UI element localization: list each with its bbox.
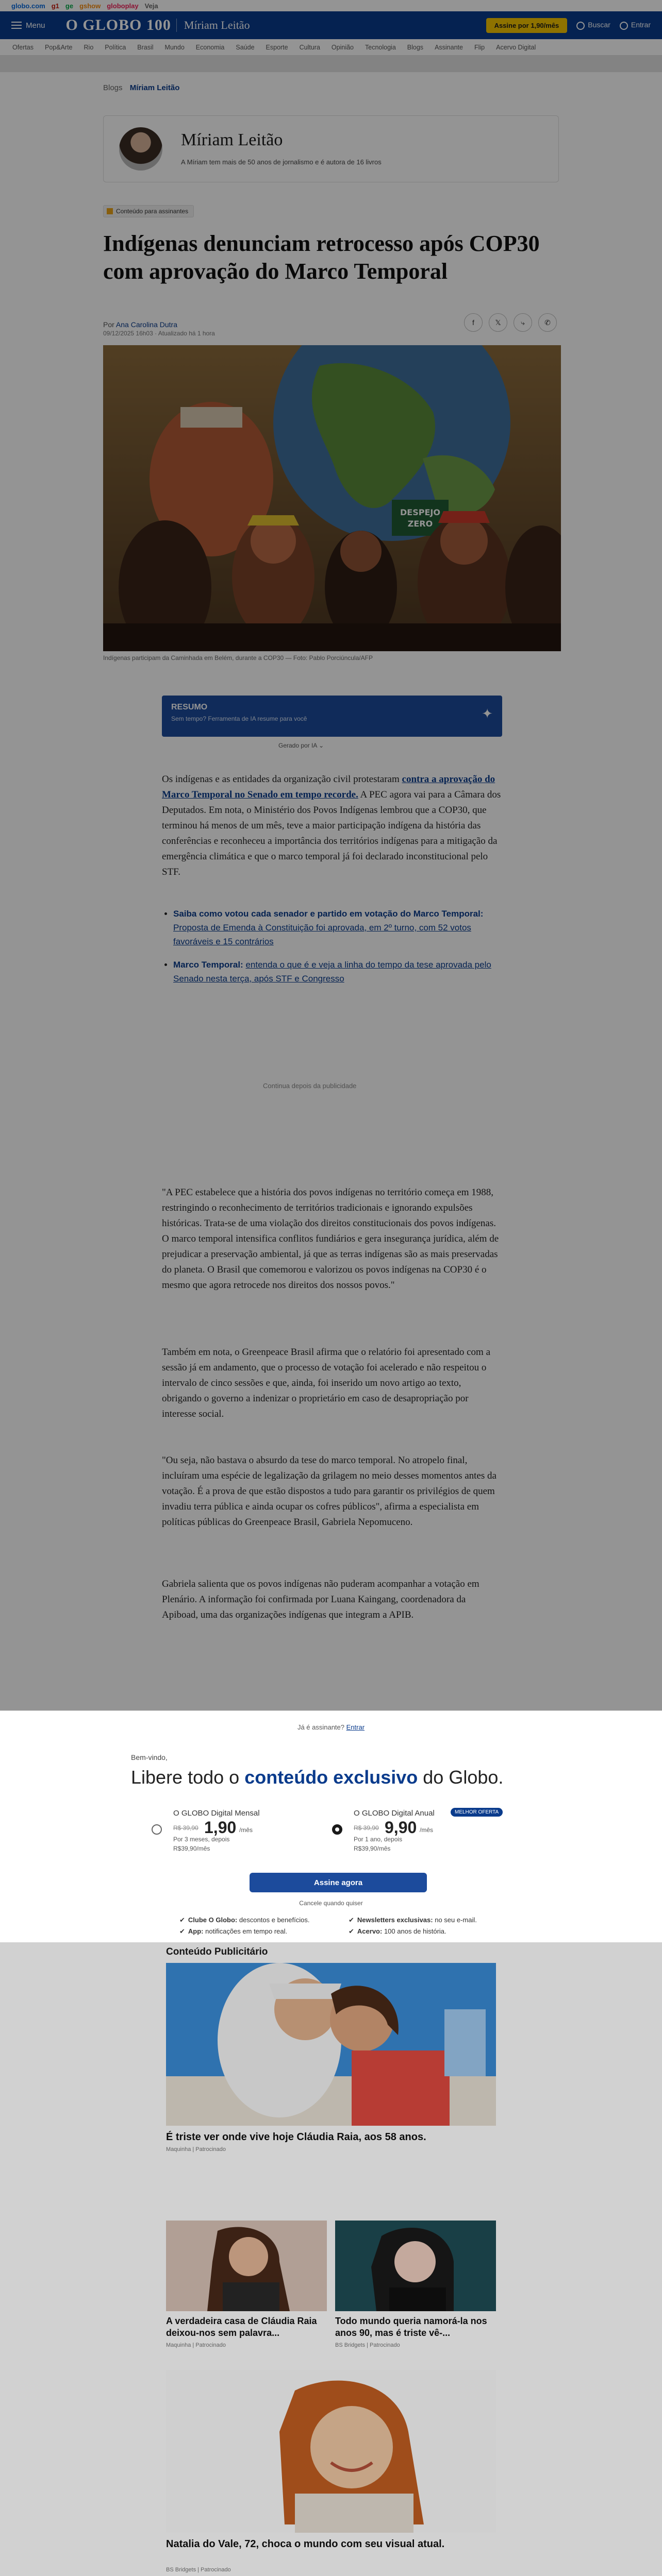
svg-text:DESPEJO: DESPEJO xyxy=(400,507,440,517)
nav-item[interactable]: Esporte xyxy=(266,43,288,51)
author-description: A Míriam tem mais de 50 anos de jornalismo e é autora de 16 livros xyxy=(181,158,382,166)
bullet-2-lead[interactable]: Marco Temporal: xyxy=(173,960,243,970)
article-photo[interactable] xyxy=(103,345,561,651)
nav-item[interactable]: Cultura xyxy=(299,43,320,51)
benefit-name: Newsletters exclusivas: xyxy=(357,1916,433,1924)
ad-continue-label: Continua depois da publicidade xyxy=(263,1082,357,1090)
portal-link-gshow[interactable]: gshow xyxy=(79,2,101,10)
nav-item[interactable]: Economia xyxy=(195,43,225,51)
plan-monthly[interactable] xyxy=(152,1809,342,1860)
site-logo[interactable]: O GLOBO 100 xyxy=(65,16,171,33)
paywall-headline-start: Libere todo o xyxy=(131,1767,240,1788)
menu-label: Menu xyxy=(26,21,45,30)
nav-item[interactable]: Blogs xyxy=(407,43,424,51)
subscriber-badge xyxy=(103,205,194,217)
ad-source[interactable]: BS Bridgets | Patrocinado xyxy=(166,2567,231,2573)
paragraph-3: Também em nota, o Greenpeace Brasil afirma que o relatório foi apresentado com a sessão já em andamento, que o processo de votação foi acelerado e não respeitou o intervalo de cinco sessões e que, ainda, foi inserido um novo artigo ao texto, obrigando o governo a indenizar o proprietário em caso de desapropriação por interesse social. xyxy=(162,1347,491,1419)
ad-image[interactable] xyxy=(335,2221,496,2311)
breadcrumb xyxy=(103,83,179,92)
facebook-share-icon[interactable]: f xyxy=(464,313,483,332)
nav-item[interactable]: Opinião xyxy=(331,43,354,51)
nav-item[interactable]: Acervo Digital xyxy=(496,43,536,51)
nav-item[interactable]: Brasil xyxy=(137,43,154,51)
ad-source[interactable]: BS Bridgets | Patrocinado xyxy=(335,2342,400,2348)
site-header xyxy=(0,11,662,39)
paragraph-1-end: A PEC agora vai para a Câmara dos Deputados. Em nota, o Ministério dos Povos Indígenas lembrou que a COP30, que terminou há menos de um mês, teve a maior participação indígena da história das conferências e reconheceu a importância dos territórios indígenas para a mitigação da emergência climática e que o marco temporal já foi declarado inconstitucional pelo STF. xyxy=(162,789,501,877)
nav-item[interactable]: Rio xyxy=(84,43,94,51)
ad-image[interactable] xyxy=(166,1963,496,2126)
nav-item[interactable]: Flip xyxy=(474,43,485,51)
login-button[interactable] xyxy=(620,21,651,29)
paywall-login-link[interactable]: Entrar xyxy=(346,1723,365,1731)
benefit-item xyxy=(179,1916,309,1924)
bullet-item xyxy=(173,958,502,986)
cancel-anytime-note: Cancele quando quiser xyxy=(299,1900,363,1907)
subscribe-now-button[interactable]: Assine agora xyxy=(250,1873,427,1892)
summary-subtitle: Sem tempo? Ferramenta de IA resume para você xyxy=(171,715,307,722)
subscribe-button[interactable]: Assine por 1,90/mês xyxy=(486,18,568,33)
ad-photo-woman-2 xyxy=(335,2221,496,2311)
byline-author[interactable]: Ana Carolina Dutra xyxy=(115,320,177,329)
paywall-headline-end: do Globo. xyxy=(423,1767,504,1788)
bullet-1-link[interactable]: Proposta de Emenda à Constituição foi aprovada, em 2º turno, com 52 votos favoráveis e 15 contrários xyxy=(173,923,471,946)
paragraph-1-link[interactable]: contra a aprovação do Marco Temporal no Senado em tempo recorde. xyxy=(162,774,495,800)
portal-bar xyxy=(0,0,662,11)
paywall-headline xyxy=(131,1767,503,1788)
plan-monthly-radio[interactable] xyxy=(152,1824,162,1835)
photo-illustration xyxy=(103,345,561,651)
ai-sparkle-icon: ✦ xyxy=(482,706,493,721)
author-box[interactable] xyxy=(103,115,559,182)
byline xyxy=(103,320,177,329)
article-container xyxy=(0,72,662,1710)
paywall-panel xyxy=(0,1710,662,1942)
ad-photo-natalia xyxy=(166,2370,496,2533)
ad-source[interactable]: Maquinha | Patrocinado xyxy=(166,2342,226,2348)
benefit-name: App: xyxy=(188,1927,204,1935)
paywall-greeting: Bem-vindo, xyxy=(131,1753,168,1761)
paragraph-5: Gabriela salienta que os povos indígenas não puderam acompanhar a votação em Plenário. A informação foi confirmada por Luana Kaingang, coordenadora da Apiboad, uma das organizações indígenas que integram a APIB. xyxy=(162,1579,479,1620)
best-offer-badge: MELHOR OFERTA xyxy=(451,1808,503,1817)
subscriber-badge-label: Conteúdo para assinantes xyxy=(116,208,189,215)
ad-image[interactable] xyxy=(166,2370,496,2533)
bullet-2-link[interactable]: entenda o que é e veja a linha do tempo da tese aprovada pelo Senado nesta terça, após STF e Congresso xyxy=(173,960,491,984)
ad-source[interactable]: Maquinha | Patrocinado xyxy=(166,2146,226,2153)
paragraph-1-start: Os indígenas e as entidades da organização civil protestaram xyxy=(162,774,400,785)
plan-name: O GLOBO Digital Anual xyxy=(354,1809,435,1818)
sponsored-section xyxy=(0,1942,662,2576)
plan-desc: Por 1 ano, depois xyxy=(354,1836,403,1843)
summary-expand-link[interactable] xyxy=(278,742,324,749)
portal-link-globo[interactable]: globo.com xyxy=(11,2,45,10)
bullet-item xyxy=(173,907,502,948)
search-icon xyxy=(576,22,585,30)
ad-image[interactable] xyxy=(166,2221,327,2311)
benefit-item xyxy=(179,1927,287,1936)
plan-name: O GLOBO Digital Mensal xyxy=(173,1809,260,1818)
bullet-1-lead[interactable]: Saiba como votou cada senador e partido em votação do Marco Temporal: xyxy=(173,909,484,919)
search-button[interactable] xyxy=(576,21,610,29)
plan-price: 9,90 xyxy=(385,1818,417,1837)
article-title: Indígenas denunciam retrocesso após COP30 com aprovação do Marco Temporal xyxy=(103,231,540,284)
plan-after-price: R$39,90/mês xyxy=(354,1845,391,1852)
nav-item[interactable]: Ofertas xyxy=(12,43,34,51)
ad-headline[interactable]: Todo mundo queria namorá-la nos anos 90, mas é triste vê-... xyxy=(335,2316,487,2338)
summary-title: RESUMO xyxy=(171,703,208,711)
summary-expand-label: Gerado por IA xyxy=(278,742,317,749)
publish-date: 09/12/2025 16h03 · Atualizado há 1 hora xyxy=(103,330,215,337)
plan-period: /mês xyxy=(420,1826,434,1834)
breadcrumb-root[interactable]: Blogs xyxy=(103,83,123,92)
plan-period: /mês xyxy=(239,1826,253,1834)
photo-caption: Indígenas participam da Caminhada em Belém, durante a COP30 — Foto: Pablo Porciúncula/AFP xyxy=(103,654,373,662)
author-avatar xyxy=(119,127,162,171)
paywall-login-text: Já é assinante? xyxy=(297,1723,345,1731)
ai-summary-box[interactable] xyxy=(162,696,502,737)
whatsapp-share-icon[interactable]: ✆ xyxy=(538,313,557,332)
byline-prefix: Por xyxy=(103,320,114,329)
ad-headline[interactable]: É triste ver onde vive hoje Cláudia Raia, aos 58 anos. xyxy=(166,2131,426,2143)
plan-annual-radio[interactable] xyxy=(332,1824,342,1835)
benefit-desc: no seu e-mail. xyxy=(435,1916,477,1924)
ad-headline[interactable]: Natalia do Vale, 72, choca o mundo com seu visual atual. xyxy=(166,2538,445,2550)
benefit-name: Clube O Globo: xyxy=(188,1916,238,1924)
ad-photo-couple xyxy=(166,1963,496,2126)
column-name[interactable]: Míriam Leitão xyxy=(176,19,250,32)
paragraph-4: "Ou seja, não bastava o absurdo da tese do marco temporal. No atropelo final, incluíram uma espécie de legalização da grilagem no meio desses momentos antes da votação. É a prova de que estão dispostos a tudo para garantir os privilégios de quem invadiu terra pública e ainda ocupar os cofres públicos", afirma a especialista em políticas públicas do Greenpeace Brasil, Gabriela Nepomuceno. xyxy=(162,1455,496,1528)
portal-link-veja[interactable]: Veja xyxy=(144,2,158,10)
plan-annual[interactable] xyxy=(332,1809,523,1860)
paywall-headline-bold: conteúdo exclusivo xyxy=(244,1767,418,1788)
menu-button[interactable] xyxy=(11,21,45,30)
plan-old-price: R$ 39,90 xyxy=(173,1824,198,1832)
author-name: Míriam Leitão xyxy=(181,130,283,149)
portal-link-ge[interactable]: ge xyxy=(65,2,74,10)
benefit-name: Acervo: xyxy=(357,1927,383,1935)
nav-item[interactable]: Mundo xyxy=(164,43,185,51)
breadcrumb-current[interactable]: Míriam Leitão xyxy=(129,83,180,92)
ad-photo-woman-1 xyxy=(166,2221,327,2311)
svg-text:ZERO: ZERO xyxy=(407,519,433,529)
chevron-down-icon: ⌄ xyxy=(319,742,324,749)
nav-item[interactable]: Pop&Arte xyxy=(45,43,73,51)
section-nav xyxy=(0,39,662,56)
x-share-icon[interactable]: 𝕏 xyxy=(489,313,507,332)
benefit-desc: descontos e benefícios. xyxy=(239,1916,310,1924)
nav-item[interactable]: Tecnologia xyxy=(365,43,396,51)
search-label: Buscar xyxy=(588,21,610,29)
benefit-item xyxy=(349,1916,477,1924)
lock-icon xyxy=(107,208,113,214)
paragraph-1 xyxy=(162,772,502,880)
nav-item[interactable]: Assinante xyxy=(435,43,463,51)
plan-old-price: R$ 39,90 xyxy=(354,1824,379,1832)
sponsored-title: Conteúdo Publicitário xyxy=(166,1946,268,1957)
paragraph-2: "A PEC estabelece que a história dos povos indígenas no território começa em 1988, restringindo o reconhecimento de territórios tradicionais e ignorando expulsões históricas. Trata-se de uma violação dos direitos constitucionais dos povos indígenas. O marco temporal intensifica conflitos fundiários e gera insegurança jurídica, além de prejudicar a preservação ambiental, já que as terras indígenas são as mais preservadas do planeta. O Brasil que comemorou e valorizou os povos indígenas na COP30 é o mesmo que agora retrocede nos direitos dos nossos povos." xyxy=(162,1187,499,1291)
paywall-login-note xyxy=(0,1723,662,1731)
nav-item[interactable]: Saúde xyxy=(236,43,255,51)
link-share-icon[interactable]: ⤷ xyxy=(514,313,532,332)
login-label: Entrar xyxy=(631,21,651,29)
portal-link-globoplay[interactable]: globoplay xyxy=(107,2,139,10)
benefit-item xyxy=(349,1927,446,1936)
hamburger-icon xyxy=(11,22,22,29)
nav-item[interactable]: Política xyxy=(105,43,126,51)
benefit-desc: 100 anos de história. xyxy=(384,1927,446,1935)
plan-desc: Por 3 meses, depois xyxy=(173,1836,230,1843)
user-icon xyxy=(620,22,628,30)
plan-after-price: R$39,90/mês xyxy=(173,1845,210,1852)
related-bullets xyxy=(162,907,502,995)
ad-headline[interactable]: A verdadeira casa de Cláudia Raia deixou-nos sem palavra... xyxy=(166,2316,317,2338)
plan-price: 1,90 xyxy=(204,1818,237,1837)
benefit-desc: notificações em tempo real. xyxy=(205,1927,288,1935)
share-bar xyxy=(464,313,557,332)
portal-link-g1[interactable]: g1 xyxy=(51,2,59,10)
